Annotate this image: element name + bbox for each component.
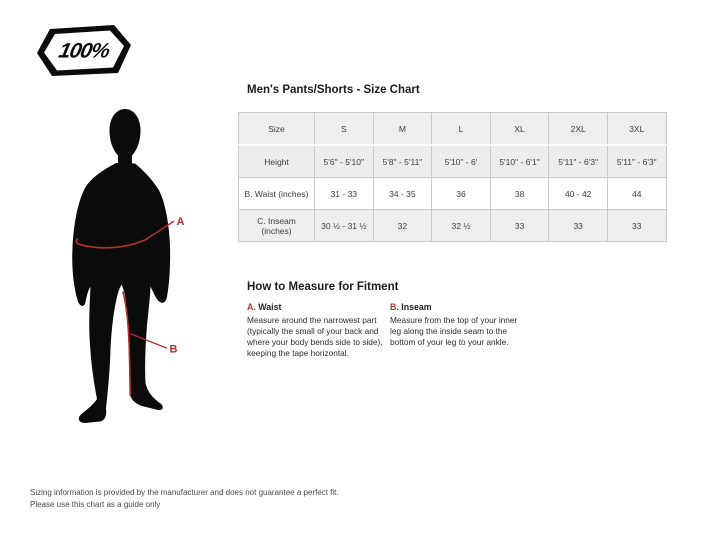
- measure-waist-label: Waist: [258, 302, 282, 312]
- measure-item-inseam: [390, 302, 518, 348]
- header-cell-size: Size: [239, 113, 315, 146]
- logo-text: 100%: [56, 39, 112, 63]
- logo-badge-icon: [34, 22, 134, 80]
- waist-label-a: A: [176, 216, 185, 228]
- header-cell-l: L: [432, 113, 491, 146]
- table-cell: 5'11" - 6'3": [607, 145, 666, 178]
- size-chart-table: [238, 112, 667, 242]
- measure-heading: How to Measure for Fitment: [247, 281, 399, 293]
- measure-waist-text: Measure around the narrowest part (typically the small of your back and where your body bends side to side), keeping the tape horizontal.: [247, 315, 383, 358]
- table-cell: 5'11" - 6'3": [549, 145, 608, 178]
- table-cell: 32: [373, 210, 432, 242]
- header-cell-2xl: 2XL: [549, 113, 608, 146]
- measure-inseam-text: Measure from the top of your inner leg along the inside seam to the bottom of your leg to your ankle.: [390, 315, 518, 347]
- row-label: C. Inseam (inches): [239, 210, 315, 242]
- table-cell: 5'8" - 5'11": [373, 145, 432, 178]
- inseam-label-b: B: [169, 343, 178, 356]
- header-cell-3xl: 3XL: [607, 113, 666, 146]
- table-cell: 33: [607, 210, 666, 242]
- silhouette-body: [72, 163, 170, 423]
- measure-waist-letter: A.: [247, 302, 256, 312]
- measure-inseam-title: [390, 302, 518, 312]
- measure-inseam-letter: B.: [390, 302, 399, 312]
- table-cell: 31 - 33: [315, 178, 374, 210]
- fitment-figure: [50, 93, 240, 433]
- table-header-row: [239, 113, 667, 146]
- table-cell: 5'10" - 6': [432, 145, 491, 178]
- measure-inseam-label: Inseam: [401, 302, 432, 312]
- table-cell: 44: [607, 178, 666, 210]
- table-cell: 40 - 42: [549, 178, 608, 210]
- header-cell-xl: XL: [490, 113, 549, 146]
- table-cell: 32 ½: [432, 210, 491, 242]
- table-cell: 34 - 35: [373, 178, 432, 210]
- page-title: Men's Pants/Shorts - Size Chart: [247, 84, 420, 96]
- footer-line-2: Please use this chart as a guide only: [30, 500, 161, 510]
- brand-logo-100percent: [34, 22, 134, 80]
- row-label: Height: [239, 145, 315, 178]
- header-cell-m: M: [373, 113, 432, 146]
- table-cell: 5'6" - 5'10": [315, 145, 374, 178]
- measure-item-waist: [247, 302, 387, 359]
- header-cell-s: S: [315, 113, 374, 146]
- table-row-height: [239, 145, 667, 178]
- table-row-waist: [239, 178, 667, 210]
- table-cell: 36: [432, 178, 491, 210]
- table-cell: 38: [490, 178, 549, 210]
- table-cell: 33: [490, 210, 549, 242]
- footer-disclaimer: [30, 487, 350, 512]
- silhouette-head: [110, 109, 141, 165]
- table-cell: 33: [549, 210, 608, 242]
- table-cell: 30 ½ - 31 ½: [315, 210, 374, 242]
- row-label: B. Waist (inches): [239, 178, 315, 210]
- footer-line-1: Sizing information is provided by the manufacturer and does not guarantee a perfect fit.: [30, 488, 339, 497]
- measure-waist-title: [247, 302, 387, 312]
- table-row-inseam: [239, 210, 667, 242]
- table-cell: 5'10" - 6'1": [490, 145, 549, 178]
